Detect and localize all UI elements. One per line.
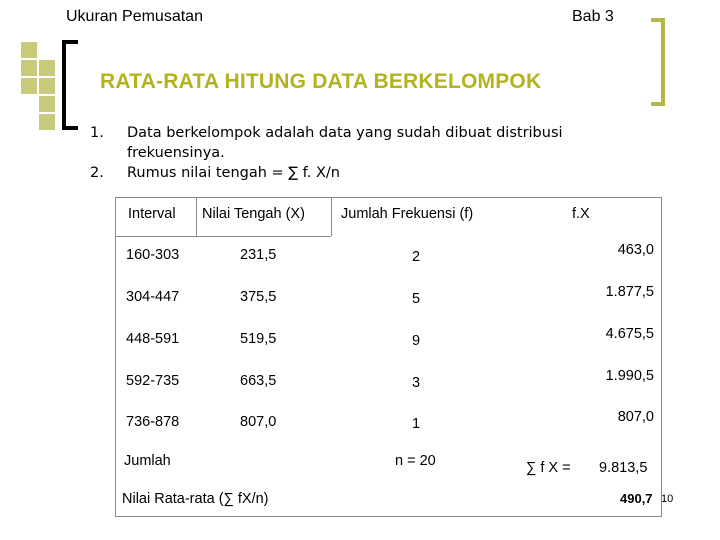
table-cell: 304-447 [126, 289, 180, 305]
sum-fx-label: ∑ f X = [526, 460, 571, 476]
table-cell: 4.675,5 [605, 326, 654, 342]
table-cell: 1.990,5 [605, 368, 654, 384]
page-number: 10 [661, 493, 674, 505]
deco-square [21, 78, 37, 94]
list-item-formula: Rumus nilai tengah = ∑ f. X/n [127, 165, 340, 181]
table-cell: 463,0 [617, 242, 654, 258]
data-table [115, 197, 662, 517]
table-cell: 736-878 [126, 414, 180, 430]
deco-square [39, 96, 55, 112]
column-header: f.X [572, 206, 590, 222]
deco-square [21, 42, 37, 58]
table-cell: 592-735 [126, 373, 180, 389]
header-chapter: Bab 3 [572, 8, 614, 25]
sum-fx-value: 9.813,5 [599, 460, 648, 476]
bracket-bottom [651, 102, 665, 106]
table-cell: 807,0 [240, 414, 277, 430]
list-item-line: Data berkelompok adalah data yang sudah dibuat distribusi [127, 125, 563, 141]
row-divider [116, 236, 196, 237]
bracket-vertical [661, 18, 665, 106]
table-cell: 1.877,5 [605, 284, 654, 300]
table-cell: 3 [412, 375, 421, 391]
table-cell: 448-591 [126, 331, 180, 347]
table-cell: 375,5 [240, 289, 277, 305]
table-cell: 160-303 [126, 247, 180, 263]
table-cell: 5 [412, 291, 421, 307]
n-total: n = 20 [395, 453, 436, 469]
list-number: 2. [90, 165, 104, 181]
table-cell: 807,0 [617, 409, 654, 425]
table-cell: 2 [412, 249, 421, 265]
bracket-bottom [62, 126, 78, 130]
bracket-top [62, 40, 78, 44]
column-header: Nilai Tengah (X) [202, 206, 305, 222]
list-number: 1. [90, 125, 104, 141]
table-cell: 519,5 [240, 331, 277, 347]
mean-label: Nilai Rata-rata (∑ fX/n) [122, 491, 269, 507]
deco-square [39, 78, 55, 94]
deco-square [21, 60, 37, 76]
jumlah-label: Jumlah [124, 453, 171, 469]
bracket-vertical [62, 40, 66, 130]
table-cell: 9 [412, 333, 421, 349]
deco-square [39, 114, 55, 130]
table-cell: 663,5 [240, 373, 277, 389]
row-divider [196, 236, 331, 237]
table-cell: 1 [412, 416, 421, 432]
bracket-top [651, 18, 665, 22]
header-section-title: Ukuran Pemusatan [66, 8, 203, 25]
column-divider [331, 198, 332, 236]
list-item-line: frekuensinya. [127, 145, 225, 161]
column-divider [196, 198, 197, 236]
column-header: Interval [128, 206, 176, 222]
page-title: RATA-RATA HITUNG DATA BERKELOMPOK [100, 70, 542, 93]
table-cell: 231,5 [240, 247, 277, 263]
deco-square [39, 60, 55, 76]
mean-value: 490,7 [620, 491, 653, 506]
column-header: Jumlah Frekuensi (f) [341, 206, 474, 222]
